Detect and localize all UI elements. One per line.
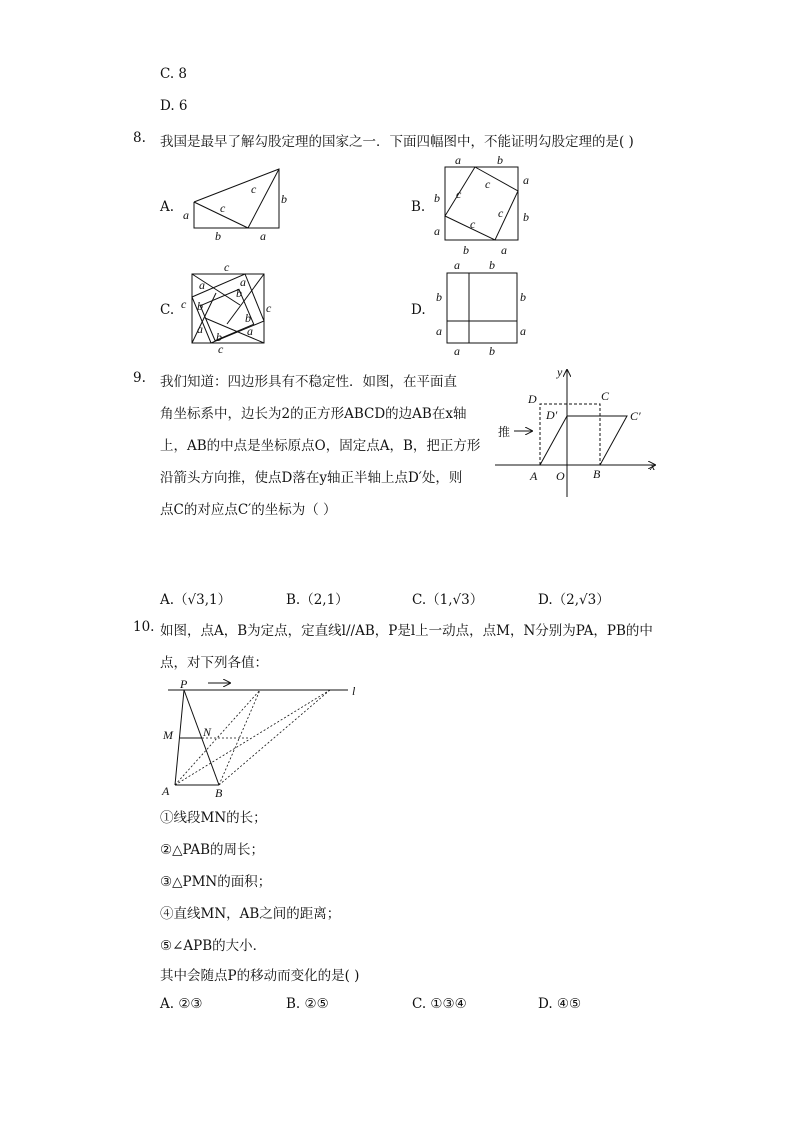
q10-item-3: ③△PMN的面积； — [160, 874, 272, 890]
q10-label-l: l — [352, 684, 356, 698]
svg-text:b: b — [245, 311, 251, 325]
q9-line-2: 角坐标系中，边长为2的正方形ABCD的边AB在x轴 — [160, 406, 467, 422]
q9-label-dprime: D′ — [546, 408, 558, 422]
q10-label-b: B — [215, 786, 223, 800]
q9-label-x: x — [650, 459, 656, 473]
q8-figure-b — [430, 155, 535, 255]
svg-text:a: a — [197, 322, 203, 336]
q9-line-1: 我们知道：四边形具有不稳定性．如图，在平面直 — [160, 374, 457, 390]
q8-stem: 我国是最早了解勾股定理的国家之一．下面四幅图中，不能证明勾股定理的是( ) — [160, 134, 634, 150]
q9-line-3: 上，AB的中点是坐标原点O，固定点A，B，把正方形 — [160, 438, 481, 454]
svg-text:a: a — [520, 324, 526, 338]
q8-figure-a — [180, 165, 290, 245]
q8-number: 8. — [133, 130, 146, 146]
q10-stem-1: 如图，点A，B为定点，定直线l//AB，P是l上一动点，点M，N分别为PA，PB的中 — [160, 623, 653, 639]
q10-question: 其中会随点P的移动而变化的是( ) — [160, 968, 360, 984]
q10-stem-2: 点，对下列各值： — [160, 655, 268, 671]
q7-option-c: C. 8 — [160, 66, 188, 82]
svg-text:a: a — [501, 243, 507, 257]
q8-option-d-label: D. — [411, 302, 426, 318]
q9-option-b: B.（2,1） — [286, 592, 349, 608]
svg-text:a: a — [247, 324, 253, 338]
svg-text:c: c — [485, 177, 491, 191]
q10-option-b: B. ②⑤ — [286, 996, 329, 1012]
q10-item-1: ①线段MN的长； — [160, 810, 267, 826]
q10-label-p: P — [180, 677, 188, 691]
svg-text:a: a — [183, 208, 189, 222]
svg-text:c: c — [266, 301, 272, 315]
svg-text:a: a — [260, 229, 266, 243]
svg-text:a: a — [240, 275, 246, 289]
q10-label-m: M — [163, 728, 173, 742]
svg-text:a: a — [454, 258, 460, 272]
q10-label-a: A — [162, 784, 170, 798]
svg-text:c: c — [456, 187, 462, 201]
q9-label-c: C — [601, 389, 610, 403]
svg-text:c: c — [251, 182, 257, 196]
svg-text:a: a — [523, 173, 529, 187]
svg-text:c: c — [470, 217, 476, 231]
q8-figure-c — [178, 260, 278, 355]
q10-option-d: D. ④⑤ — [538, 996, 582, 1012]
q9-option-c: C.（1,√3） — [412, 592, 484, 608]
q9-label-d: D — [528, 392, 537, 406]
q9-label-b: B — [593, 467, 601, 481]
q8-figure-d — [432, 258, 532, 358]
svg-text:c: c — [220, 201, 226, 215]
q9-label-push: 推 — [498, 425, 511, 439]
q7-option-d: D. 6 — [160, 98, 188, 114]
q9-number: 9. — [133, 370, 146, 386]
q9-label-cprime: C′ — [630, 409, 641, 423]
svg-text:b: b — [216, 330, 222, 344]
svg-text:b: b — [436, 290, 442, 304]
svg-text:b: b — [497, 153, 503, 167]
q10-item-4: ④直线MN，AB之间的距离； — [160, 906, 341, 922]
q10-label-n: N — [203, 725, 212, 739]
q10-item-2: ②△PAB的周长； — [160, 842, 264, 858]
svg-text:c: c — [498, 206, 504, 220]
svg-text:b: b — [523, 210, 529, 224]
q10-option-a: A. ②③ — [160, 996, 203, 1012]
svg-text:b: b — [489, 258, 495, 272]
q8-option-b-label: B. — [411, 199, 426, 215]
svg-text:b: b — [463, 243, 469, 257]
svg-text:b: b — [520, 290, 526, 304]
svg-text:a: a — [199, 278, 205, 292]
svg-text:c: c — [218, 342, 224, 356]
q9-option-a: A.（√3,1） — [160, 592, 232, 608]
svg-text:a: a — [455, 153, 461, 167]
svg-text:b: b — [434, 191, 440, 205]
svg-text:a: a — [454, 344, 460, 358]
q9-option-d: D.（2,√3） — [538, 592, 610, 608]
svg-text:b: b — [215, 229, 221, 243]
q9-label-a: A — [530, 469, 538, 483]
svg-text:c: c — [181, 297, 187, 311]
svg-text:c: c — [224, 260, 230, 274]
svg-text:b: b — [236, 286, 242, 300]
svg-text:a: a — [434, 224, 440, 238]
q10-option-c: C. ①③④ — [412, 996, 467, 1012]
q9-line-4: 沿箭头方向推，使点D落在y轴正半轴上点D′处，则 — [160, 470, 463, 486]
q8-option-a-label: A. — [160, 199, 175, 215]
q9-label-o: O — [556, 469, 565, 483]
svg-text:a: a — [436, 324, 442, 338]
svg-text:b: b — [489, 344, 495, 358]
svg-text:b: b — [281, 192, 287, 206]
svg-text:b: b — [197, 299, 203, 313]
q8-option-c-label: C. — [160, 302, 175, 318]
q9-label-y: y — [557, 365, 563, 379]
q9-figure — [490, 362, 665, 502]
q10-item-5: ⑤∠APB的大小． — [160, 938, 267, 954]
q10-figure — [160, 675, 360, 800]
q10-number: 10. — [133, 619, 155, 635]
q9-line-5: 点C的对应点C′的坐标为（ ） — [160, 502, 337, 518]
